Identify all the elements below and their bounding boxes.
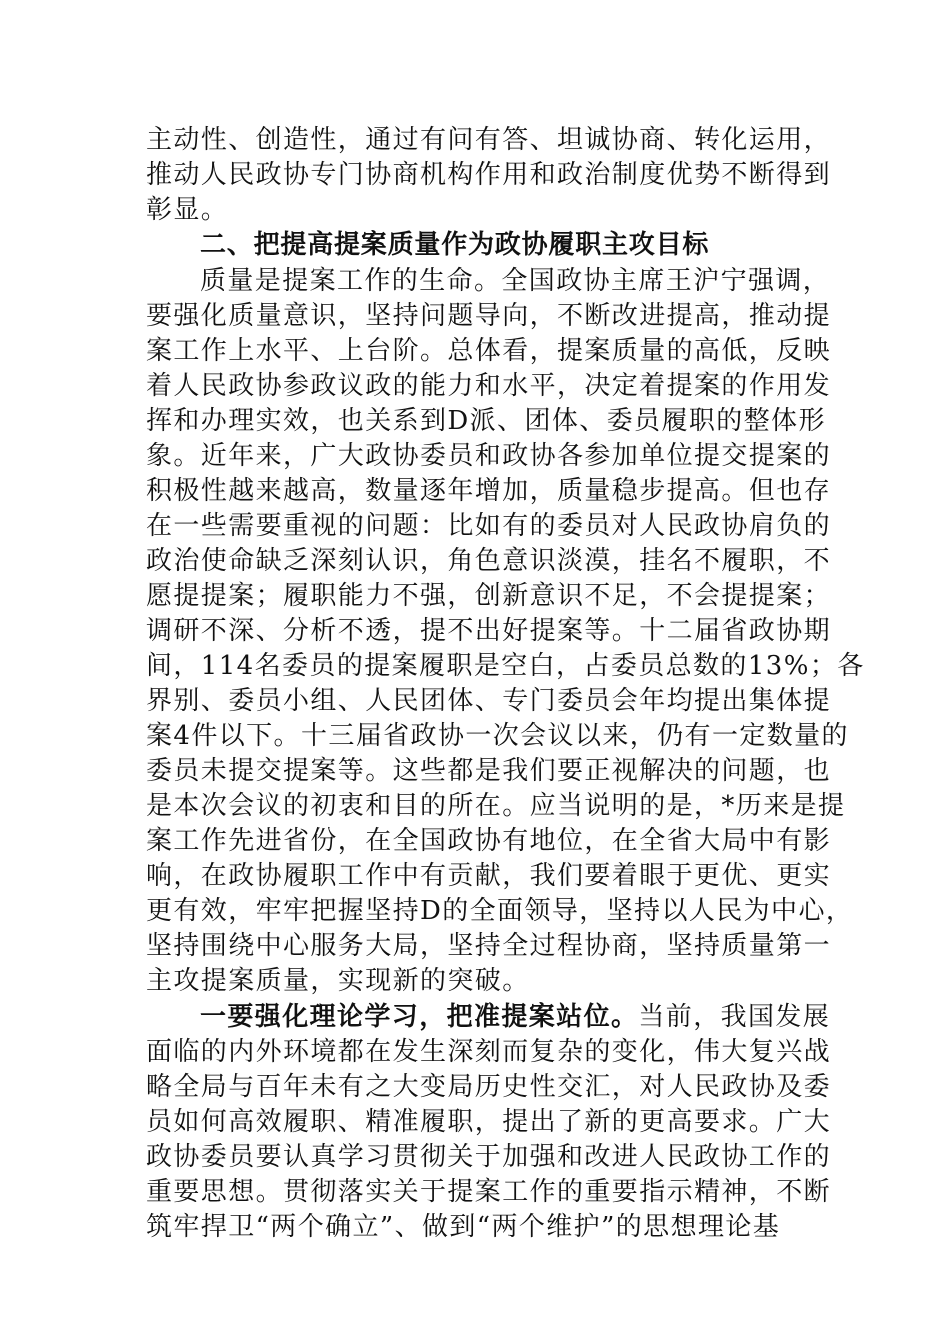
body-text-span: 当前，我国发展 xyxy=(638,1002,831,1032)
body-text-line: 政协委员要认真学习贯彻关于加强和改进人民政协工作的 xyxy=(146,1142,832,1172)
body-text-line: 主攻提案质量，实现新的突破。 xyxy=(146,966,530,996)
body-text-line: 质量是提案工作的生命。全国政协主席王沪宁强调， xyxy=(200,266,831,296)
paragraph-first-line xyxy=(200,999,831,1035)
body-text-line: 主动性、创造性，通过有问有答、坦诚协商、转化运用， xyxy=(146,125,832,155)
body-text-line: 挥和办理实效，也关系到D派、团体、委员履职的整体形 xyxy=(146,406,826,436)
body-text-line: 案工作上水平、上台阶。总体看，提案质量的高低，反映 xyxy=(146,336,832,366)
body-text-line: 员如何高效履职、精准履职，提出了新的更高要求。广大 xyxy=(146,1107,832,1137)
body-text-line: 着人民政协参政议政的能力和水平，决定着提案的作用发 xyxy=(146,371,832,401)
body-text-line: 委员未提交提案等。这些都是我们要正视解决的问题，也 xyxy=(146,756,832,786)
body-text-line: 政治使命缺乏深刻认识，角色意识淡漠，挂名不履职，不 xyxy=(146,546,832,576)
body-text-line: 积极性越来越高，数量逐年增加，质量稳步提高。但也存 xyxy=(146,476,832,506)
body-text-line: 要强化质量意识，坚持问题导向，不断改进提高，推动提 xyxy=(146,301,832,331)
body-text-line: 界别、委员小组、人民团体、专门委员会年均提出集体提 xyxy=(146,686,832,716)
body-text-line: 彰显。 xyxy=(146,195,229,225)
body-text-line: 推动人民政协专门协商机构作用和政治制度优势不断得到 xyxy=(146,160,832,190)
body-text-line: 间，114名委员的提案履职是空白，占委员总数的13%；各 xyxy=(146,651,865,681)
body-text-line: 象。近年来，广大政协委员和政协各参加单位提交提案的 xyxy=(146,441,832,471)
body-text-line: 调研不深、分析不透，提不出好提案等。十二届省政协期 xyxy=(146,616,832,646)
body-text-line: 响，在政协履职工作中有贡献，我们要着眼于更优、更实 xyxy=(146,861,832,891)
body-text-line: 愿提提案；履职能力不强，创新意识不足，不会提提案； xyxy=(146,581,832,611)
body-text-line: 在一些需要重视的问题：比如有的委员对人民政协肩负的 xyxy=(146,511,832,541)
bold-lead-phrase: 一要强化理论学习，把准提案站位。 xyxy=(200,1002,639,1032)
body-text-line: 面临的内外环境都在发生深刻而复杂的变化，伟大复兴战 xyxy=(146,1037,832,1067)
body-text-line: 案4件以下。十三届省政协一次会议以来，仍有一定数量的 xyxy=(146,721,849,751)
body-text-line: 坚持围绕中心服务大局，坚持全过程协商，坚持质量第一 xyxy=(146,931,832,961)
body-text-line: 案工作先进省份，在全国政协有地位，在全省大局中有影 xyxy=(146,826,832,856)
body-text-line: 重要思想。贯彻落实关于提案工作的重要指示精神，不断 xyxy=(146,1177,832,1207)
body-text-line: 略全局与百年未有之大变局历史性交汇，对人民政协及委 xyxy=(146,1072,832,1102)
body-text-line: 更有效，牢牢把握坚持D的全面领导，坚持以人民为中心， xyxy=(146,896,854,926)
section-heading: 二、把提高提案质量作为政协履职主攻目标 xyxy=(200,230,710,260)
body-text-line: 筑牢捍卫“两个确立”、做到“两个维护”的思想理论基 xyxy=(146,1212,781,1242)
body-text-line: 是本次会议的初衷和目的所在。应当说明的是，*历来是提 xyxy=(146,791,846,821)
